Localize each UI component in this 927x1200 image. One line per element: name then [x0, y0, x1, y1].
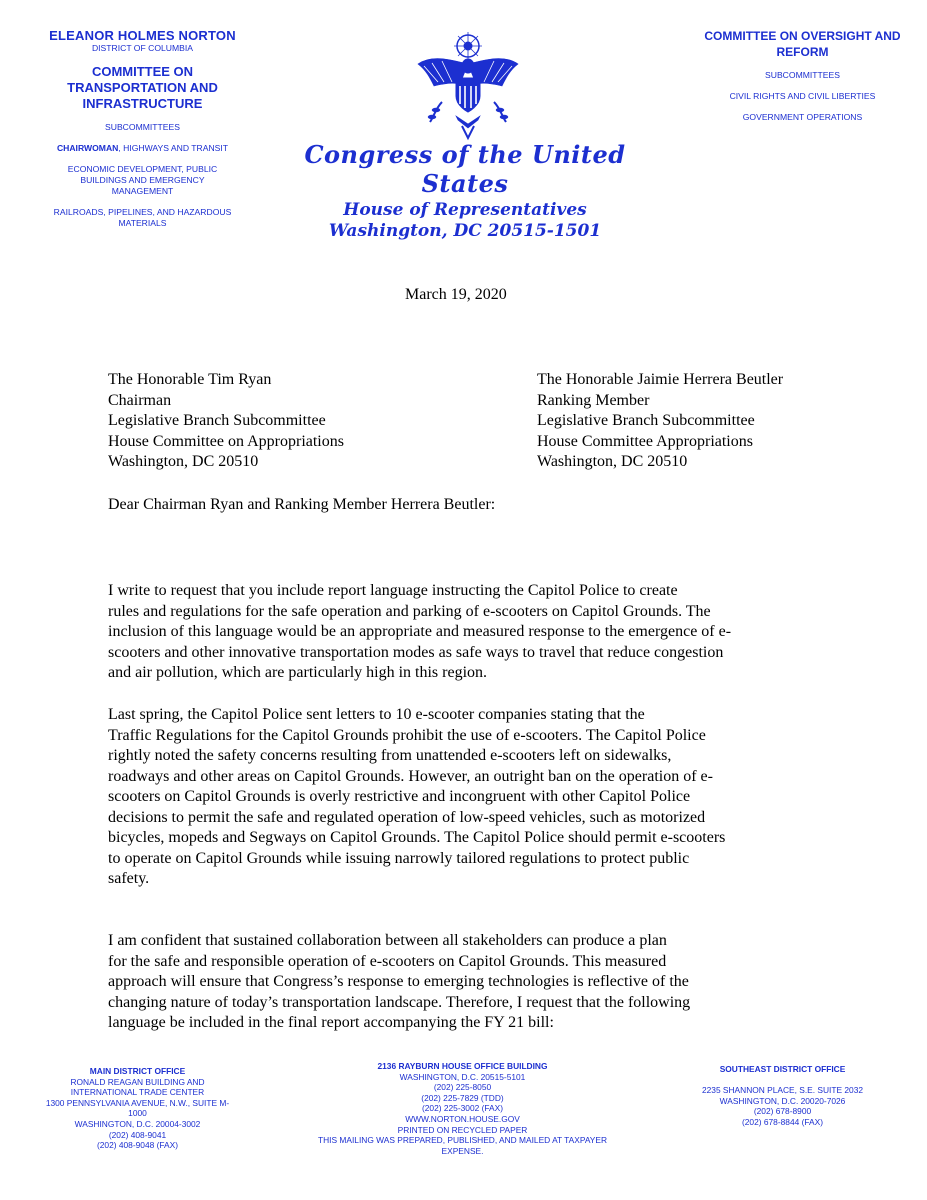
- paragraph-line: to operate on Capitol Grounds while issuing narrowly tailored regulations to protect public: [108, 849, 690, 867]
- footer-heading: SOUTHEAST DISTRICT OFFICE: [719, 1064, 846, 1074]
- oversight-line-1: COMMITTEE ON OVERSIGHT AND: [704, 29, 901, 43]
- footer-line: (202) 225-7829 (TDD): [421, 1092, 504, 1103]
- paragraph-line: changing nature of today’s transportation landscape. Therefore, I request that the following: [108, 993, 691, 1011]
- addressee-right-line: Legislative Branch Subcommittee: [537, 412, 755, 429]
- addressee-right-line: Ranking Member: [537, 391, 650, 409]
- footer-line: 1300 PENNSYLVANIA AVENUE, N.W., SUITE M-1000: [45, 1097, 230, 1119]
- footer-line: (202) 225-3002 (FAX): [421, 1103, 503, 1114]
- footer-main-district-office: [40, 1066, 235, 1151]
- paragraph-line: language be included in the final report accompanying the FY 21 bill:: [108, 1014, 554, 1031]
- subcommittees-heading: SUBCOMMITTEES: [105, 122, 180, 132]
- footer-line: (202) 678-8900: [753, 1106, 812, 1117]
- sub2-line-2: BUILDINGS AND EMERGENCY: [80, 175, 205, 185]
- paragraph-line: for the safe and responsible operation of e-scooters on Capitol Grounds. This measured: [108, 952, 667, 970]
- addressee-left-line: Chairman: [108, 391, 172, 409]
- title-congress: Congress of the United States: [304, 140, 626, 198]
- title-city: Washington, DC 20515-1501: [328, 221, 602, 241]
- sub2-line-1: ECONOMIC DEVELOPMENT, PUBLIC: [67, 164, 218, 174]
- committee-line-2: TRANSPORTATION AND: [67, 80, 218, 95]
- footer-line: WASHINGTON, D.C. 20004-3002: [74, 1118, 201, 1129]
- left-letterhead: [20, 28, 265, 229]
- right-letterhead: [700, 28, 905, 123]
- highways-label: , HIGHWAYS AND TRANSIT: [118, 143, 229, 153]
- salutation: Dear Chairman Ryan and Ranking Member Herrera Beutler:: [108, 496, 496, 513]
- subcommittee-gov-ops: GOVERNMENT OPERATIONS: [742, 112, 863, 122]
- footer-heading: 2136 RAYBURN HOUSE OFFICE BUILDING: [377, 1061, 548, 1071]
- footer-line: INTERNATIONAL TRADE CENTER: [70, 1087, 205, 1098]
- title-house: House of Representatives: [343, 200, 587, 220]
- paragraph-line: approach will ensure that Congress’s response to emerging technologies is reflective of the: [108, 973, 689, 990]
- subcommittee-civil-rights: CIVIL RIGHTS AND CIVIL LIBERTIES: [729, 91, 876, 101]
- oversight-line-2: REFORM: [776, 45, 829, 59]
- committee-line-1: COMMITTEE ON: [91, 64, 194, 79]
- footer-line: WASHINGTON, D.C. 20515-5101: [399, 1071, 526, 1082]
- paragraph-line: scooters on Capitol Grounds is overly restrictive and incongruent with other Capitol Police: [108, 788, 691, 805]
- footer-heading: MAIN DISTRICT OFFICE: [89, 1066, 186, 1076]
- footer-southeast-office: [695, 1064, 870, 1128]
- paragraph-line: roadways and other areas on Capitol Grounds. However, an outright ban on the operation of e-: [108, 767, 713, 785]
- oversight-subcommittees-heading: SUBCOMMITTEES: [765, 70, 840, 80]
- member-district: DISTRICT OF COLUMBIA: [91, 43, 194, 53]
- addressee-right-line: House Committee Appropriations: [537, 432, 753, 450]
- paragraph-line: Traffic Regulations for the Capitol Grounds prohibit the use of e-scooters. The Capitol Police: [108, 726, 706, 744]
- paragraph-line: inclusion of this language would be an appropriate and measured response to the emergence of e-: [108, 623, 732, 640]
- footer-line: THIS MAILING WAS PREPARED, PUBLISHED, AND MAILED AT TAXPAYER EXPENSE.: [318, 1135, 607, 1156]
- footer-rayburn-office: [300, 1061, 625, 1156]
- addressee-left: [108, 370, 344, 473]
- footer-line: (202) 408-9041: [108, 1129, 167, 1140]
- footer-website-link[interactable]: WWW.NORTON.HOUSE.GOV: [405, 1113, 520, 1124]
- subcommittee-railroads: [20, 207, 265, 229]
- addressee-left-line: Washington, DC 20510: [108, 453, 259, 470]
- subcommittee-highways: [20, 143, 265, 154]
- footer-line: (202) 408-9048 (FAX): [96, 1140, 178, 1151]
- footer-line: (202) 225-8050: [433, 1082, 492, 1093]
- addressee-right-line: The Honorable Jaimie Herrera Beutler: [537, 371, 784, 388]
- addressee-right-line: Washington, DC 20510: [537, 453, 688, 470]
- committee-line-3: INFRASTRUCTURE: [82, 96, 203, 111]
- paragraph-line: bicycles, mopeds and Segways on Capitol Grounds. The Capitol Police should permit e-scooters: [108, 829, 726, 846]
- addressee-left-line: House Committee on Appropriations: [108, 432, 344, 450]
- paragraph-3: [108, 890, 828, 1054]
- footer-spacer: [695, 1075, 870, 1086]
- sub3-line-1: RAILROADS, PIPELINES, AND HAZARDOUS: [53, 207, 232, 217]
- footer-line: WASHINGTON, D.C. 20020-7026: [719, 1095, 846, 1106]
- eagle-seal-icon: [412, 30, 524, 142]
- sub2-line-3: MANAGEMENT: [111, 186, 174, 196]
- paragraph-line: decisions to permit the safe and regulated operation of low-speed vehicles, such as motorized: [108, 808, 706, 826]
- member-name: ELEANOR HOLMES NORTON: [49, 28, 236, 43]
- paragraph-line: I am confident that sustained collaboration between all stakeholders can produce a plan: [108, 932, 667, 949]
- addressee-left-line: The Honorable Tim Ryan: [108, 371, 272, 388]
- paragraph-line: and air pollution, which are particularly high in this region.: [108, 664, 488, 681]
- paragraph-line: safety.: [108, 870, 150, 887]
- committee-name: [20, 64, 265, 112]
- paragraph-line: rightly noted the safety concerns resulting from unattended e-scooters left on sidewalks,: [108, 747, 672, 764]
- footer-line: (202) 678-8844 (FAX): [741, 1116, 823, 1127]
- paragraph-line: rules and regulations for the safe operation and parking of e-scooters on Capitol Grounds. The: [108, 602, 711, 620]
- paragraph-line: I write to request that you include report language instructing the Capitol Police to create: [108, 582, 678, 599]
- congress-title: [265, 140, 665, 241]
- letter-date: March 19, 2020: [405, 286, 507, 303]
- footer-line: PRINTED ON RECYCLED PAPER: [397, 1124, 528, 1135]
- footer-line: 2235 SHANNON PLACE, S.E. SUITE 2032: [701, 1085, 864, 1096]
- addressee-right: [537, 370, 783, 473]
- addressee-left-line: Legislative Branch Subcommittee: [108, 412, 326, 429]
- chairwoman-label: CHAIRWOMAN: [56, 143, 119, 153]
- footer-line: RONALD REAGAN BUILDING AND: [70, 1076, 205, 1087]
- oversight-committee: [700, 28, 905, 60]
- sub3-line-2: MATERIALS: [118, 218, 167, 228]
- paragraph-line: Last spring, the Capitol Police sent letters to 10 e-scooter companies stating that the: [108, 706, 645, 723]
- paragraph-line: scooters and other innovative transportation modes as safe ways to travel that reduce congestion: [108, 643, 724, 661]
- paragraph-2: [108, 664, 828, 910]
- subcommittee-economic: [20, 164, 265, 197]
